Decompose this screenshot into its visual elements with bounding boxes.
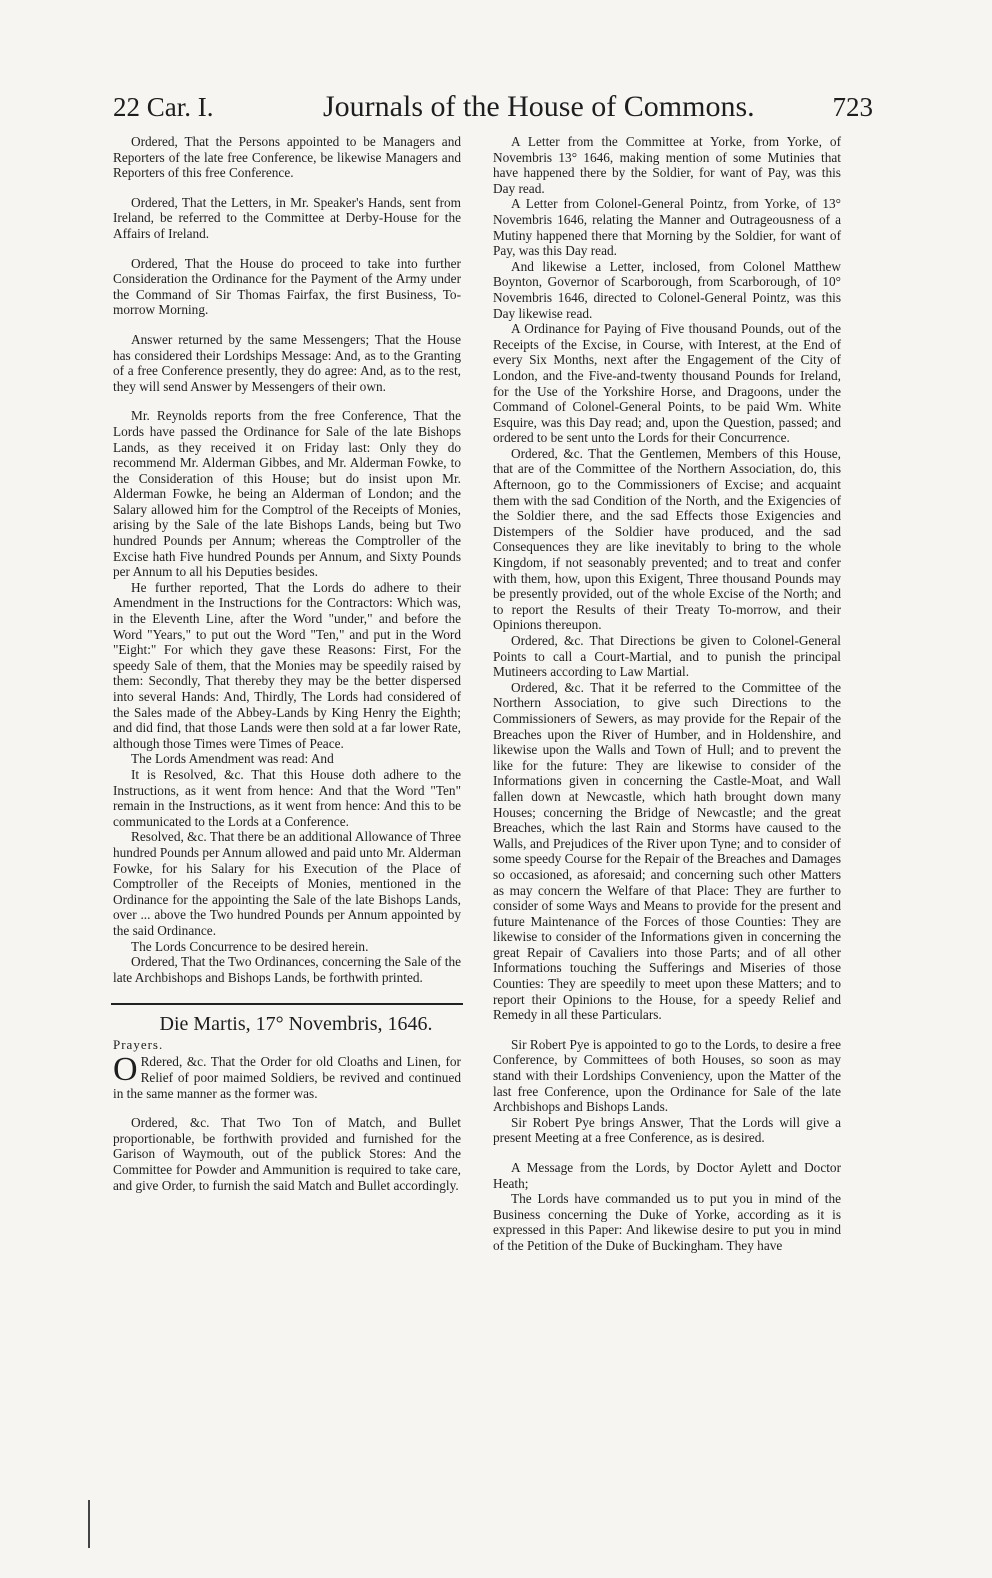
page-header	[113, 92, 873, 126]
paragraph: Sir Robert Pye brings Answer, That the Lords will give a present Meeting at a free Conference, as is desired.	[493, 1114, 841, 1146]
margin-mark	[88, 1500, 90, 1548]
regnal-year: 22 Car. I.	[113, 92, 214, 122]
paragraph-text: Rdered, &c. That the Order for old Cloaths and Linen, for Relief of poor maimed Soldiers, be revived and continued in the same manner as the former was.	[113, 1054, 461, 1101]
paragraph: Ordered, That the Persons appointed to be Managers and Reporters of the late free Conference, be likewise Managers and Reporters of this free Conference.	[113, 134, 461, 181]
paragraph: A Ordinance for Paying of Five thousand Pounds, out of the Receipts of the Excise, in Course, with Interest, at the End of every Six Months, next after the Engagement of the City of London, and the Five-and-twenty thousand Pounds for Ireland, for the Use of the Yorkshire Horse, and Dragoons, under the Command of Colonel-General Points, to be paid Wm. White Esquire, was this Day read; and, upon the Question, passed; and ordered to be sent unto the Lords for their Concurrence.	[493, 321, 841, 446]
paragraph: Sir Robert Pye is appointed to go to the Lords, to desire a free Conference, by Committees of both Houses, so soon as may stand with their Lordships Conveniency, upon the Matter of the last free Conference, upon the Ordinance for Sale of the late Archbishops and Bishops Lands.	[493, 1036, 841, 1115]
page-number: 723	[832, 92, 873, 122]
paragraph: The Lords Amendment was read: And	[131, 751, 334, 767]
paragraph: A Message from the Lords, by Doctor Aylett and Doctor Heath;	[493, 1160, 841, 1191]
paragraph: The Lords Concurrence to be desired herein.	[131, 938, 369, 954]
paragraph: He further reported, That the Lords do adhere to their Amendment in the Instructions for the Contractors: Which was, in the Eleventh Line, after the Word "under," and before the Word "Years," to put out the Word "Ten," and put in the Word "Eight:" For which they gave these Reasons: First, For the speedy Sale of them, that the Monies may be speedily raised by them: Secondly, That thereby they may be the better dispersed into several Hands: And, Thirdly, The Lords had considered of the Sales made of the Abbey-Lands by King Henry the Eighth; and did find, that those Lands were then sold at a far lower Rate, although those Times were Times of Peace.	[113, 579, 461, 751]
paragraph: A Letter from Colonel-General Pointz, from Yorke, of 13° Novembris 1646, relating the Manner and Outrageousness of a Mutiny happened there that Morning by the Soldier, for want of Pay, was this Day read.	[493, 196, 841, 259]
paragraph: Ordered, That the House do proceed to take into further Consideration the Ordinance for the Payment of the Army under the Command of Sir Thomas Fairfax, the first Business, To-morrow Morning.	[113, 255, 461, 318]
paragraph: Ordered, &c. That Two Ton of Match, and Bullet proportionable, be forthwith provided and furnished for the Garison of Waymouth, out of the publick Stores: And the Committee for Powder and Ammunition is required to take care, and give Order, to furnish the said Match and Bullet accordingly.	[113, 1115, 461, 1193]
paragraph: Ordered, That the Two Ordinances, concerning the Sale of the late Archbishops and Bishops Lands, be forthwith printed.	[113, 954, 461, 985]
paragraph: And likewise a Letter, inclosed, from Colonel Matthew Boynton, Governor of Scarborough, from Scarborough, of 10° Novembris 1646, directed to Colonel-General Pointz, was this Day likewise read.	[493, 258, 841, 321]
paragraph: The Lords have commanded us to put you in mind of the Business concerning the Duke of Yorke, according as it is expressed in this Paper: And likewise desire to put you in mind of the Petition of the Duke of Buckingham. They have	[493, 1191, 841, 1253]
section-divider	[111, 1003, 463, 1005]
prayers-heading: Prayers.	[113, 1036, 164, 1052]
paragraph: Ordered, That the Letters, in Mr. Speaker's Hands, sent from Ireland, be referred to the Committee at Derby-House for the Affairs of Ireland.	[113, 194, 461, 241]
paragraph: It is Resolved, &c. That this House doth adhere to the Instructions, as it went from hence: And that the Word "Ten" remain in the Instructions, as it went from hence: And this to be communicated to the Lords at a Conference.	[113, 766, 461, 829]
paragraph: Ordered, &c. That it be referred to the Committee of the Northern Association, to give such Directions to the Commissioners of Sewers, as may provide for the Repair of the Breaches upon the River of Humber, and in Holdenshire, and likewise upon the Walls and Town of Hull; and to prevent the like for the future: They are likewise to consider of the Informations given in concerning the Castle-Moat, and Wall fallen down at Newcastle, which hath brought down many Houses; concerning the Bridge of Newcastle; and the great Breaches, which the last Rain and Storms have caused to the Walls, and Prejudices of the River upon Tyne; and to consider of some speedy Course for the Repair of the Breaches and Damages so occasioned, as aforesaid; and concerning such other Matters as may concern the Welfare of that Place: They are further to consider of some Ways and Means to provide for the present and future Maintenance of the Forces of those Counties: They are likewise to consider of the Informations given in concerning the great Repair of Cavaliers into those Parts; and of all other Informations touching the Sufferings and Miseries of those Counties: They are speedily to meet upon these Matters; and to report their Opinions to the House, for a speedy Relief and Remedy in all these Particulars.	[493, 679, 841, 1023]
paragraph: Mr. Reynolds reports from the free Conference, That the Lords have passed the Ordinance for Sale of the late Bishops Lands, as they received it on Friday last: Only they do recommend Mr. Alderman Gibbes, and Mr. Alderman Fowke, to the Consideration of this House; but do insist upon Mr. Alderman Fowke, he being an Alderman of London; and the Salary allowed him for the Comptrol of the Receipts of Monies, arising by the Sale of the late Bishops Lands, being but Two hundred Pounds per Annum; whereas the Comptroller of the Excise hath Five hundred Pounds per Annum, and Sixty Pounds per Annum to all his Deputies besides.	[113, 408, 461, 580]
journal-title: Journals of the House of Commons.	[323, 90, 755, 123]
paragraph: Answer returned by the same Messengers; That the House has considered their Lordships Message: And, as to the Granting of a free Conference presently, they do agree: And, as to the rest, they will send Answer by Messengers of their own.	[113, 331, 461, 394]
paragraph	[113, 1051, 461, 1101]
paragraph: Resolved, &c. That there be an additional Allowance of Three hundred Pounds per Annum allowed and paid unto Mr. Alderman Fowke, for his Salary for his Execution of the Place of Comptroller of the Receipts of Monies, mentioned in the Ordinance for the appointing the Sale of the late Bishops Lands, over ... above the Two hundred Pounds per Annum appointed by the said Ordinance.	[113, 829, 461, 938]
drop-cap: O	[113, 1051, 138, 1089]
paragraph: Ordered, &c. That the Gentlemen, Members of this House, that are of the Committee of the Northern Association, do, this Afternoon, go to the Commissioners of Excise; and acquaint them with the sad Condition of the North, and the Exigencies of the Soldier there, and the sad Effects those Exigencies and Distempers of the Soldier have produced, and the sad Consequences they are like inevitably to bring to the whole Kingdom, if not seasonably prevented; and to treat and confer with them, how, upon this Exigent, Three thousand Pounds may be presently provided, out of the whole Excise of the North; and to report the Results of their Treaty To-morrow, and their Opinions thereupon.	[493, 445, 841, 633]
left-column	[113, 134, 461, 1193]
paragraph: Ordered, &c. That Directions be given to Colonel-General Points to call a Court-Martial, and to punish the principal Mutineers according to Law Martial.	[493, 633, 841, 680]
date-heading: Die Martis, 17° Novembris, 1646.	[159, 1013, 433, 1036]
right-column	[493, 134, 841, 1254]
paragraph: A Letter from the Committee at Yorke, from Yorke, of Novembris 13° 1646, making mention of some Mutinies that have happened there by the Soldier, for want of Pay, was this Day read.	[493, 134, 841, 196]
